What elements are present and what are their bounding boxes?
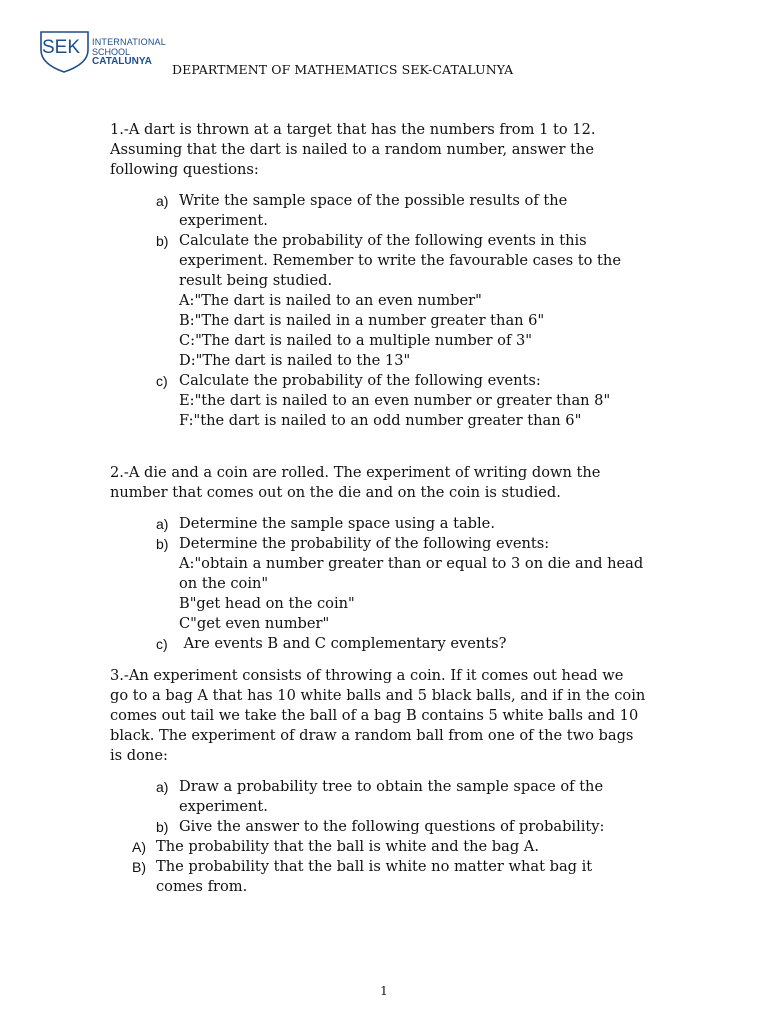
q2-item-b [110, 534, 670, 634]
text-line: Determine the sample space using a table. [179, 515, 495, 532]
logo-line-3: CATALUNYA [92, 56, 152, 67]
text-line: go to a bag A that has 10 white balls and 5 black balls, and if in the coin [110, 687, 646, 704]
text-line: Are events B and C complementary events? [179, 635, 507, 652]
text-line: Calculate the probability of the following events: [179, 372, 541, 389]
text-line: result being studied. [179, 272, 333, 289]
q1-item-a [110, 191, 670, 231]
event-e: E:"the dart is nailed to an even number or greater than 8" [179, 392, 611, 409]
q2-item-c [110, 634, 670, 654]
q1-intro [110, 120, 670, 180]
q3-intro [110, 666, 670, 766]
text-line: black. The experiment of draw a random ball from one of the two bags [110, 727, 634, 744]
event-d: D:"The dart is nailed to the 13" [179, 352, 411, 369]
department-heading: DEPARTMENT OF MATHEMATICS SEK-CATALUNYA [172, 62, 514, 77]
text-line: experiment. [179, 798, 268, 815]
exercise-sheet [110, 120, 670, 897]
item-marker: B) [132, 859, 146, 875]
text-line: Draw a probability tree to obtain the sample space of the [179, 778, 604, 795]
text-line: on the coin" [179, 575, 269, 592]
item-marker: b) [156, 819, 169, 835]
text-line: 1.-A dart is thrown at a target that has the numbers from 1 to 12. [110, 121, 596, 138]
item-marker: c) [156, 636, 168, 652]
event-a: A:"The dart is nailed to an even number" [179, 292, 482, 309]
text-line: comes from. [156, 878, 248, 895]
text-line: The probability that the ball is white and the bag A. [156, 838, 539, 855]
text-line: Calculate the probability of the following events in this [179, 232, 587, 249]
event-c: C"get even number" [179, 615, 330, 632]
q1-item-b [110, 231, 670, 371]
text-line: 2.-A die and a coin are rolled. The experiment of writing down the [110, 464, 601, 481]
q3-subitem-B [110, 857, 670, 897]
text-line: experiment. [179, 212, 268, 229]
text-line: Determine the probability of the following events: [179, 535, 550, 552]
event-c: C:"The dart is nailed to a multiple number of 3" [179, 332, 532, 349]
item-marker: b) [156, 536, 169, 552]
item-marker: a) [156, 193, 169, 209]
text-line: following questions: [110, 161, 259, 178]
text-line: 3.-An experiment consists of throwing a coin. If it comes out head we [110, 667, 624, 684]
item-marker: A) [132, 839, 146, 855]
item-marker: a) [156, 779, 169, 795]
text-line: comes out tail we take the ball of a bag B contains 5 white balls and 10 [110, 707, 639, 724]
text-line: is done: [110, 747, 168, 764]
logo-line-2: SCHOOL [92, 47, 131, 57]
event-b: B"get head on the coin" [179, 595, 355, 612]
school-logo [38, 28, 178, 74]
item-marker: a) [156, 516, 169, 532]
q3-item-b [110, 817, 670, 837]
q3-item-a [110, 777, 670, 817]
logo-line-1: INTERNATIONAL [92, 37, 166, 47]
logo-mark: SEK [42, 37, 81, 58]
event-b: B:"The dart is nailed in a number greater than 6" [179, 312, 545, 329]
text-line: number that comes out on the die and on the coin is studied. [110, 484, 561, 501]
text-line: Give the answer to the following questions of probability: [179, 818, 605, 835]
event-a: A:"obtain a number greater than or equal to 3 on die and head [179, 555, 644, 572]
item-marker: c) [156, 373, 168, 389]
q2-intro [110, 463, 670, 503]
q1-item-c [110, 371, 670, 431]
text-line: The probability that the ball is white no matter what bag it [156, 858, 593, 875]
text-line: Write the sample space of the possible results of the [179, 192, 568, 209]
q2-item-a [110, 514, 670, 534]
sek-shield-icon [38, 28, 90, 74]
q3-subitem-A [110, 837, 670, 857]
item-marker: b) [156, 233, 169, 249]
page-number: 1 [380, 984, 388, 998]
text-line: experiment. Remember to write the favourable cases to the [179, 252, 621, 269]
event-f: F:"the dart is nailed to an odd number greater than 6" [179, 412, 582, 429]
text-line: Assuming that the dart is nailed to a random number, answer the [110, 141, 594, 158]
